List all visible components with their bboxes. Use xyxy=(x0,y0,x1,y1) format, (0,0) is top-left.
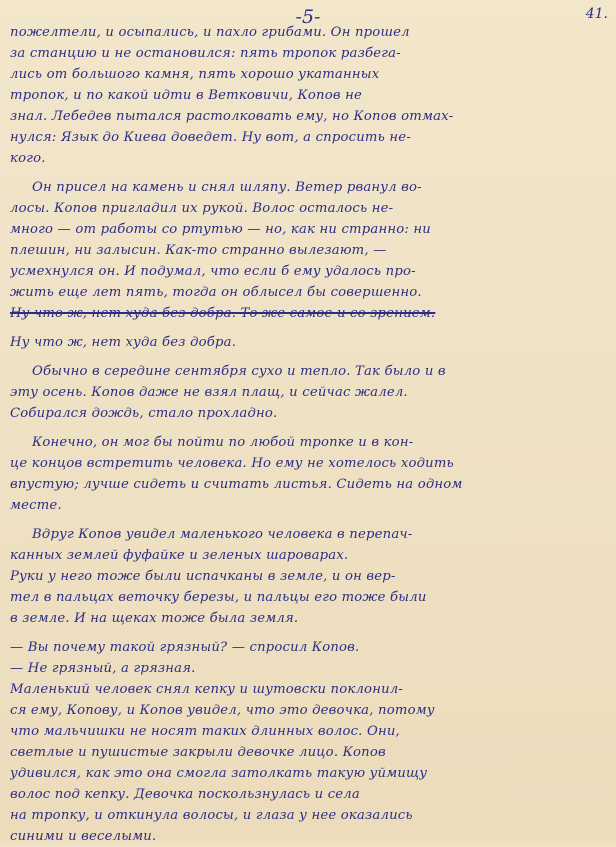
text-line: Руки у него тоже были испачканы в земле, и он вер- xyxy=(10,569,396,584)
text-line: плешин, ни залысин. Как-то странно вылезают, — xyxy=(10,243,387,258)
text-line: це концов встретить человека. Но ему не хотелось ходить xyxy=(10,456,454,471)
text-line: пожелтели, и осыпались, и пахло грибами. Он прошел xyxy=(10,25,410,40)
text-line: волос под кепку. Девочка поскользнулась и села xyxy=(10,787,360,802)
text-line: в земле. И на щеках тоже была земля. xyxy=(10,611,299,626)
text-line: удивился, как это она смогла затолкать такую уймищу xyxy=(10,766,428,781)
text-line: за станцию и не остановился: пять тропок разбега- xyxy=(10,46,401,61)
text-line: Конечно, он мог бы пойти по любой тропке и в кон- xyxy=(32,435,414,450)
text-line: тропок, и по какой идти в Ветковичи, Копов не xyxy=(10,88,363,103)
text-line: ся ему, Копову, и Копов увидел, что это девочка, потому xyxy=(10,703,435,718)
text-line: Вдруг Копов увидел маленького человека в перепач- xyxy=(32,527,413,542)
text-line: месте. xyxy=(10,498,62,513)
text-line: Он присел на камень и снял шляпу. Ветер рванул во- xyxy=(32,180,422,195)
handwritten-text xyxy=(10,22,606,847)
text-line: что мальчишки не носят таких длинных волос. Они, xyxy=(10,724,400,739)
text-line: лись от большого камня, пять хорошо укатанных xyxy=(10,67,380,82)
text-line: светлые и пушистые закрыли девочке лицо. Копов xyxy=(10,745,386,760)
text-line: канных землей фуфайке и зеленых шароварах. xyxy=(10,548,349,563)
page-number: -5- xyxy=(295,6,321,28)
struck-line: Ну что ж, нет худа без добра. То же самое и со зрением. xyxy=(10,306,436,321)
text-line: жить еще лет пять, тогда он облысел бы совершенно. xyxy=(10,285,422,300)
text-line: впустую; лучше сидеть и считать листья. Сидеть на одном xyxy=(10,477,463,492)
text-line: нулся: Язык до Киева доведет. Ну вот, а спросить не- xyxy=(10,130,411,145)
text-line: Собирался дождь, стало прохладно. xyxy=(10,406,278,421)
text-line: много — от работы со ртутью — но, как ни странно: ни xyxy=(10,222,431,237)
text-line: Ну что ж, нет худа без добра. xyxy=(10,335,237,350)
text-line: тел в пальцах веточку березы, и пальцы его тоже были xyxy=(10,590,427,605)
folio-number: 41. xyxy=(585,6,608,22)
text-line: усмехнулся он. И подумал, что если б ему удалось про- xyxy=(10,264,416,279)
text-line: Обычно в середине сентября сухо и тепло. Так было и в xyxy=(32,364,446,379)
text-line: знал. Лебедев пытался растолковать ему, но Копов отмах- xyxy=(10,109,454,124)
text-line: эту осень. Копов даже не взял плащ, и сейчас жалел. xyxy=(10,385,408,400)
text-line: на тропку, и откинула волосы, и глаза у нее оказались xyxy=(10,808,413,823)
text-line: — Вы почему такой грязный? — спросил Копов. xyxy=(10,640,360,655)
text-line: синими и веселыми. xyxy=(10,829,157,844)
text-line: кого. xyxy=(10,151,46,166)
text-line: Маленький человек снял кепку и шутовски поклонил- xyxy=(10,682,404,697)
text-line: лосы. Копов пригладил их рукой. Волос осталось не- xyxy=(10,201,394,216)
text-line: — Не грязный, а грязная. xyxy=(10,661,196,676)
